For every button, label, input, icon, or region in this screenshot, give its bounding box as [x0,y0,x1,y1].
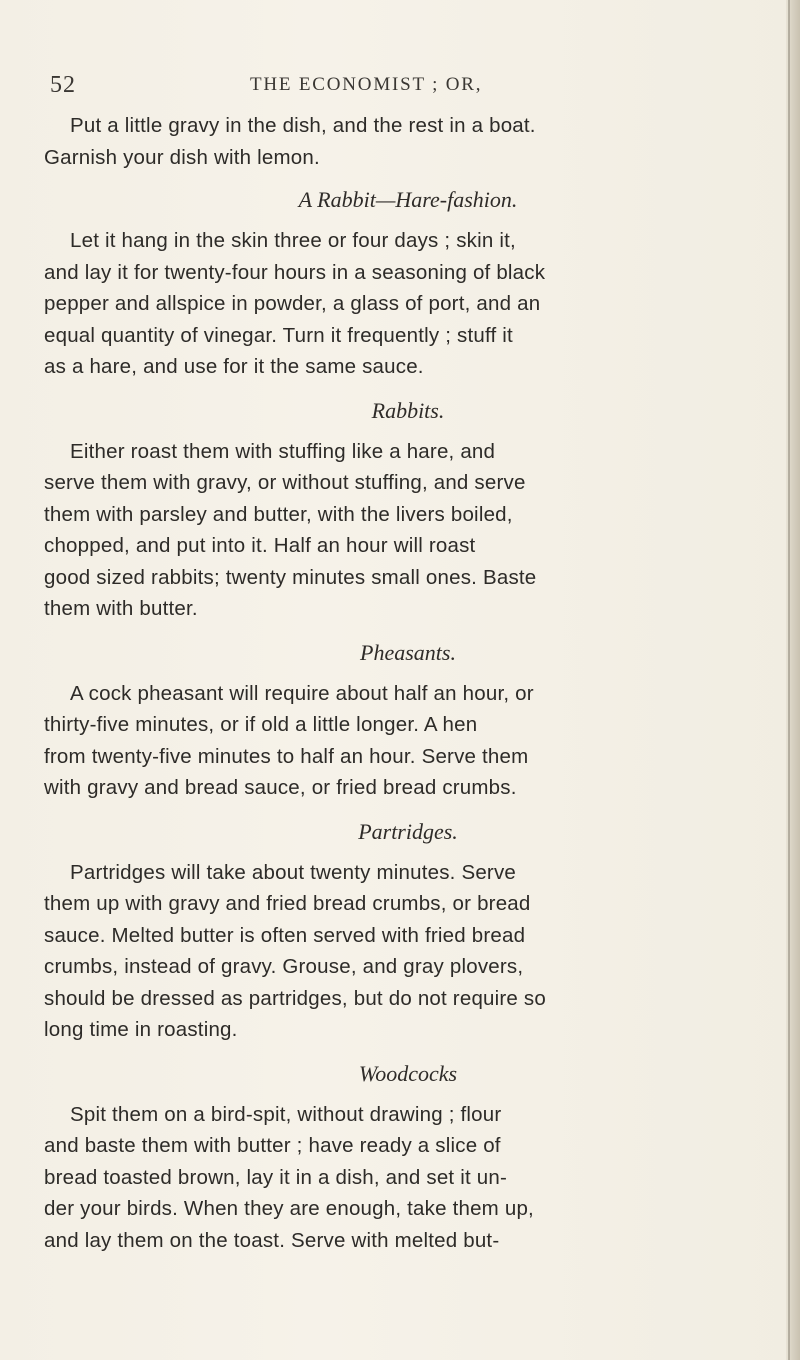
recipe-section-rabbits [44,396,772,625]
body-line: from twenty-five minutes to half an hour. Serve them [44,744,529,768]
recipe-section-partridges [44,817,772,1046]
body-line: thirty-five minutes, or if old a little longer. A hen [44,713,478,736]
body-line: Partridges will take about twenty minutes. Serve [70,860,516,884]
body-line: serve them with gravy, or without stuffing, and serve [44,471,526,494]
section-title: Woodcocks [358,1060,458,1086]
body-line: A cock pheasant will require about half an hour, or [70,681,534,705]
body-line: Put a little gravy in the dish, and the rest in a boat. [70,114,536,137]
body-line: and lay it for twenty-four hours in a seasoning of black [44,260,546,284]
body-line: crumbs, instead of gravy. Grouse, and gray plovers, [44,955,524,978]
recipe-section-pheasants [44,638,772,804]
body-line: der your birds. When they are enough, take them up, [44,1197,534,1220]
body-line: bread toasted brown, lay it in a dish, and set it un- [44,1165,508,1189]
page-edge-line [788,0,790,1360]
body-line: Either roast them with stuffing like a hare, and [70,439,496,463]
body-line: as a hare, and use for it the same sauce. [44,355,424,378]
body-line: them with parsley and butter, with the livers boiled, [44,502,513,526]
section-title: Pheasants. [360,639,456,665]
body-line: Garnish your dish with lemon. [44,145,320,169]
recipe-section-rabbit-hare-fashion [44,185,772,383]
section-title: Partridges. [358,818,458,844]
page-body [44,110,772,1256]
body-line: good sized rabbits; twenty minutes small ones. Baste [44,565,537,589]
body-line: them with butter. [44,597,198,620]
body-line: sauce. Melted butter is often served with fried bread [44,923,526,947]
body-line: and lay them on the toast. Serve with melted but- [44,1228,500,1252]
body-line: them up with gravy and fried bread crumbs, or bread [44,892,531,915]
recipe-section-woodcocks [44,1059,772,1257]
body-line: pepper and allspice in powder, a glass of port, and an [44,292,541,315]
body-line: equal quantity of vinegar. Turn it frequently ; stuff it [44,323,513,347]
body-line: and baste them with butter ; have ready a slice of [44,1134,501,1157]
body-line: long time in roasting. [44,1018,238,1041]
body-line: Let it hang in the skin three or four days ; skin it, [70,229,516,252]
page-header [50,72,740,102]
body-line: with gravy and bread sauce, or fried bread crumbs. [44,776,517,799]
page-number: 52 [50,72,76,98]
body-line: should be dressed as partridges, but do not require so [44,986,546,1010]
section-title: A Rabbit—Hare-fashion. [298,187,518,212]
section-title: Rabbits. [371,397,445,423]
body-line: Spit them on a bird-spit, without drawing ; flour [70,1102,502,1126]
body-line: chopped, and put into it. Half an hour will roast [44,534,476,557]
running-head: THE ECONOMIST ; OR, [250,74,483,95]
